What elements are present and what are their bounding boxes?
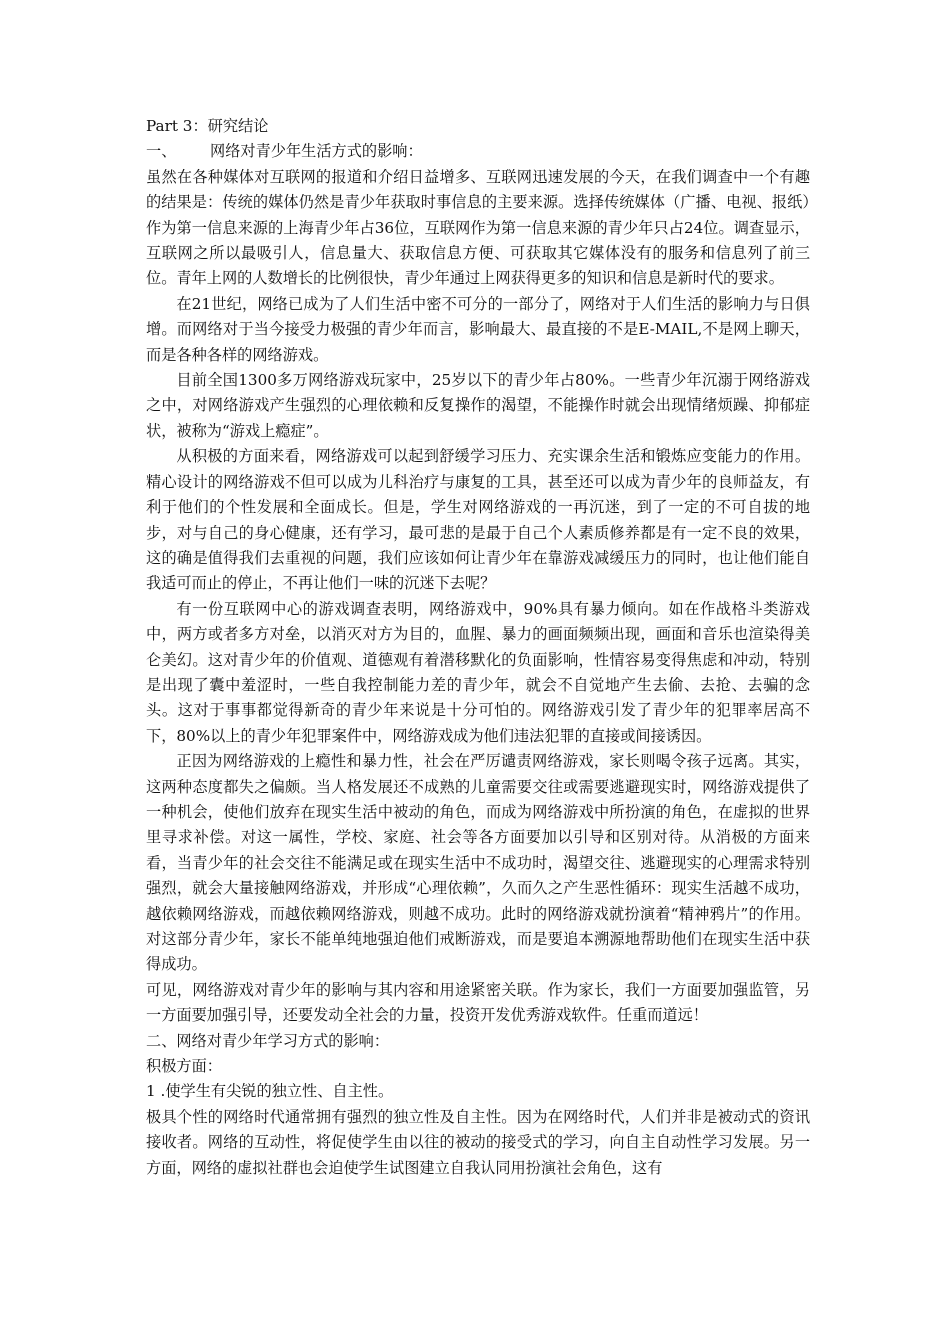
document-page bbox=[146, 114, 810, 1181]
section-1-paragraph-6: 正因为网络游戏的上瘾性和暴力性，社会在严厉谴责网络游戏，家长则喝令孩子远离。其实，这两种态度都失之偏颇。当人格发展还不成熟的儿童需要交往或需要逃避现实时，网络游戏提供了一种机会，使他们放弃在现实生活中被动的角色，而成为网络游戏中所扮演的角色，在虚拟的世界里寻求补偿。对这一属性，学校、家庭、社会等各方面要加以引导和区别对待。从消极的方面来看，当青少年的社会交往不能满足或在现实生活中不成功时，渴望交往、逃避现实的心理需求特别强烈，就会大量接触网络游戏，并形成“心理依赖”，久而久之产生恶性循环：现实生活越不成功，越依赖网络游戏，而越依赖网络游戏，则越不成功。此时的网络游戏就扮演着“精神鸦片”的作用。对这部分青少年，家长不能单纯地强迫他们戒断游戏，而是要追本溯源地帮助他们在现实生活中获得成功。 bbox=[146, 752, 810, 974]
section-1-paragraph-4: 从积极的方面来看，网络游戏可以起到舒缓学习压力、充实课余生活和锻炼应变能力的作用。精心设计的网络游戏不但可以成为儿科治疗与康复的工具，甚至还可以成为青少年的良师益友，有利于他们的个性发展和全面成长。但是，学生对网络游戏的一再沉迷，到了一定的不可自拔的地步，对与自己的身心健康，还有学习，最可悲的是最于自己个人素质修养都是有一定不良的效果，这的确是值得我们去重视的问题，我们应该如何让青少年在靠游戏减缓压力的同时，也让他们能自我适可而止的停止，不再让他们一味的沉迷下去呢？ bbox=[146, 447, 810, 593]
section-1-number: 一、 bbox=[146, 142, 177, 161]
section-1-paragraph-3: 目前全国1300多万网络游戏玩家中，25岁以下的青少年占80%。一些青少年沉溺于网络游戏之中，对网络游戏产生强烈的心理依赖和反复操作的渴望，不能操作时就会出现情绪烦躁、抑郁症状，被称为“游戏上瘾症”。 bbox=[146, 371, 810, 440]
section-2-heading: 二、网络对青少年学习方式的影响： bbox=[146, 1031, 389, 1050]
point-1-paragraph: 极具个性的网络时代通常拥有强烈的独立性及自主性。因为在网络时代，人们并非是被动式的资讯接收者。网络的互动性，将促使学生由以往的被动的接受式的学习，向自主自动性学习发展。另一方面，网络的虚拟社群也会迫使学生试图建立自我认同用扮演社会角色，这有 bbox=[146, 1107, 810, 1177]
positive-subheading: 积极方面： bbox=[146, 1057, 222, 1076]
point-1-title: 1 .使学生有尖锐的独立性、自主性。 bbox=[146, 1082, 394, 1101]
section-1-paragraph-7: 可见，网络游戏对青少年的影响与其内容和用途紧密关联。作为家长，我们一方面要加强监管，另一方面要加强引导，还要发动全社会的力量，投资开发优秀游戏软件。任重而道远！ bbox=[146, 980, 810, 1025]
section-1-paragraph-5: 有一份互联网中心的游戏调查表明，网络游戏中，90%具有暴力倾向。如在作战格斗类游戏中，两方或者多方对垒，以消灭对方为目的，血腥、暴力的画面频频出现，画面和音乐也渲染得美仑美幻。这对青少年的价值观、道德观有着潜移默化的负面影响，性情容易变得焦虑和冲动，特别是出现了囊中羞涩时，一些自我控制能力差的青少年，就会不自觉地产生去偷、去抢、去骗的念头。这对于事事都觉得新奇的青少年来说是十分可怕的。网络游戏引发了青少年的犯罪率居高不下，80%以上的青少年犯罪案件中，网络游戏成为他们违法犯罪的直接或间接诱因。 bbox=[146, 599, 810, 745]
section-1-paragraph-2: 在21世纪，网络已成为了人们生活中密不可分的一部分了，网络对于人们生活的影响力与日俱增。而网络对于当今接受力极强的青少年而言，影响最大、最直接的不是E-MAIL,不是网上聊天，而是各种各样的网络游戏。 bbox=[146, 294, 810, 364]
section-1-paragraph-1: 虽然在各种媒体对互联网的报道和介绍日益增多、互联网迅速发展的今天，在我们调查中一个有趣的结果是：传统的媒体仍然是青少年获取时事信息的主要来源。选择传统媒体（广播、电视、报纸）作为第一信息来源的上海青少年占36位，互联网作为第一信息来源的青少年只占24位。调查显示，互联网之所以最吸引人，信息量大、获取信息方便、可获取其它媒体没有的服务和信息列了前三位。青年上网的人数增长的比例很快，青少年通过上网获得更多的知识和信息是新时代的要求。 bbox=[146, 167, 810, 288]
section-1-title: 网络对青少年生活方式的影响： bbox=[210, 142, 423, 161]
section-1-heading bbox=[146, 139, 810, 164]
part-title: Part 3：研究结论 bbox=[146, 117, 269, 135]
